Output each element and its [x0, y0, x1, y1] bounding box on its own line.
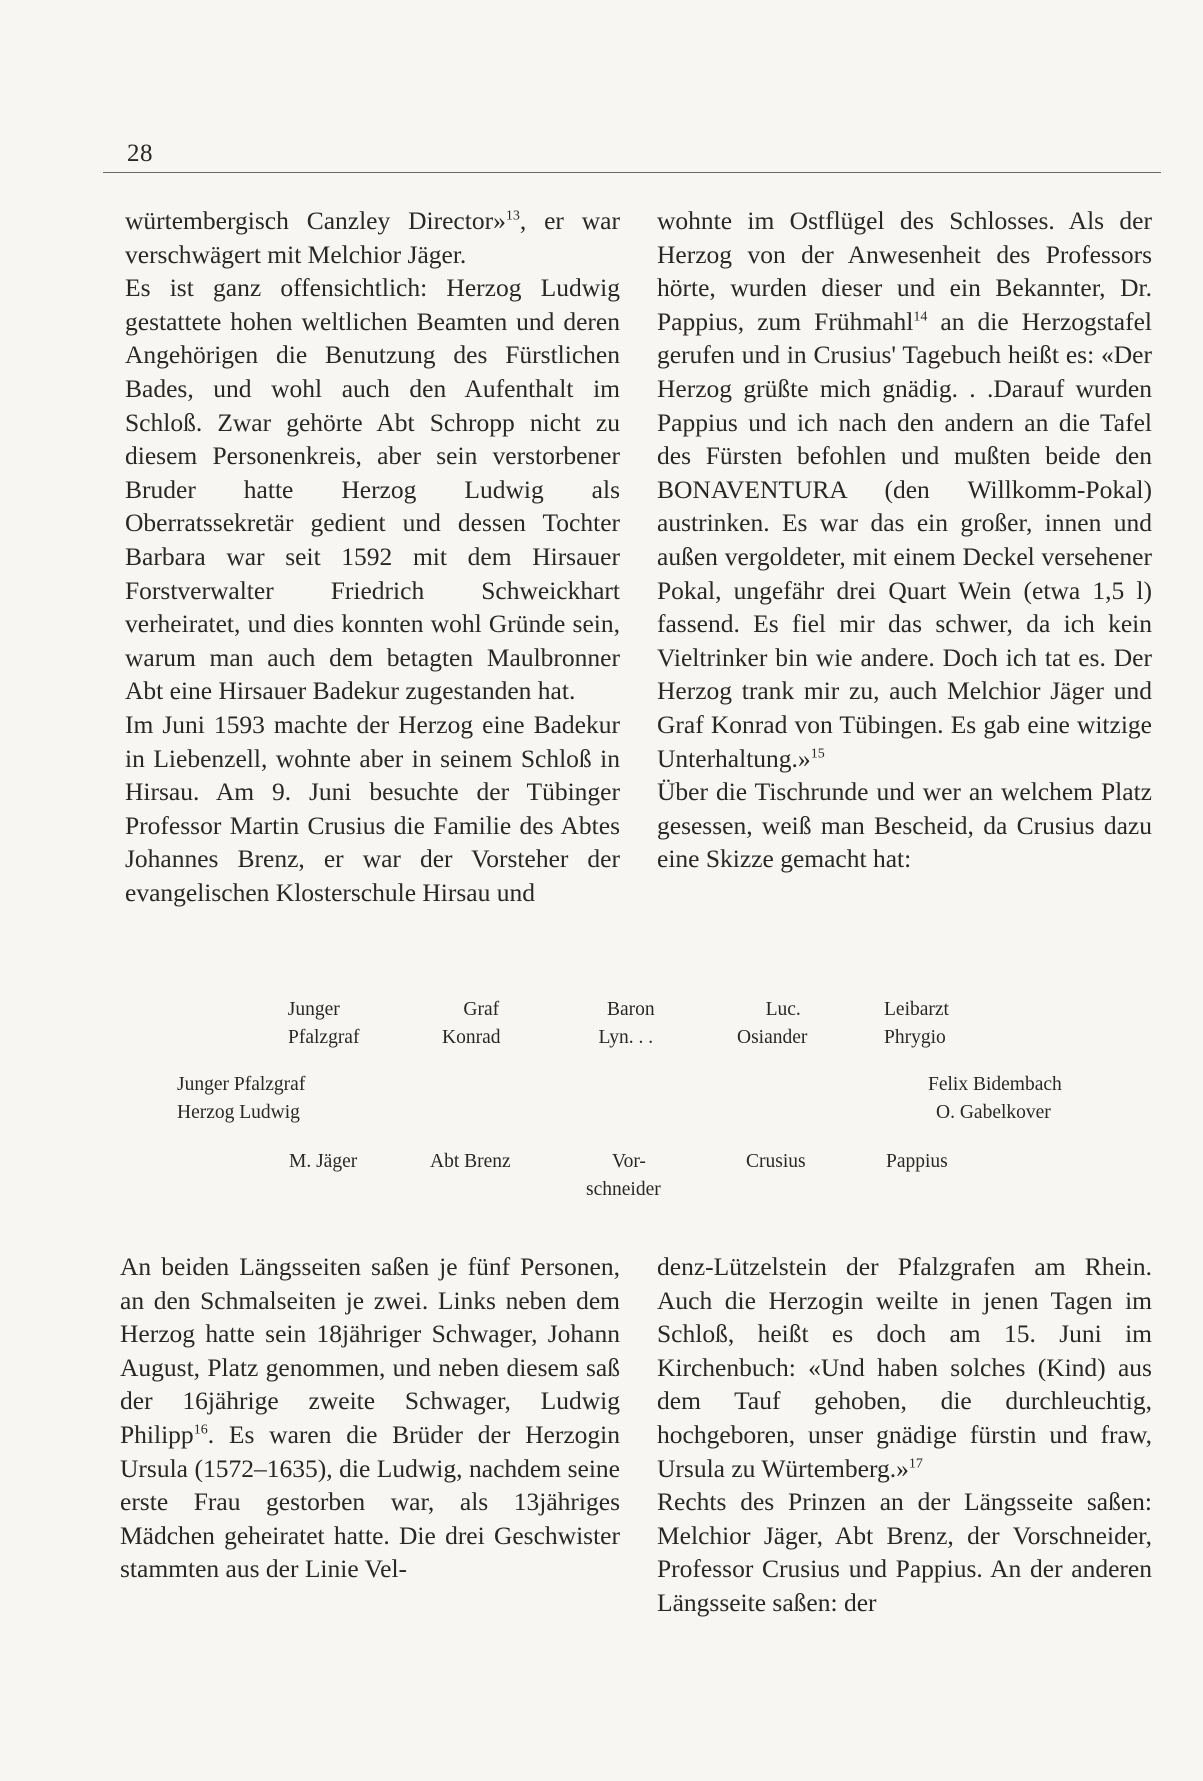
paragraph: Über die Tischrunde und wer an welchem Platz gesessen, weiß man Bescheid, da Crusius dazu eine Skizze gemacht hat:: [657, 777, 1152, 874]
text-column-top-right: [657, 204, 1152, 876]
seat-label: Konrad: [442, 1027, 501, 1048]
seat-bottom-1: [289, 1148, 357, 1176]
seat-label: Phrygio: [884, 1027, 946, 1048]
footnote-ref: 13: [505, 208, 520, 224]
paragraph: [657, 1250, 1152, 1485]
seat-label: Felix Bidembach: [928, 1074, 1062, 1095]
paragraph: [125, 204, 620, 271]
seat-label: M. Jäger: [289, 1151, 358, 1172]
text-run: denz-Lützelstein der Pfalzgrafen am Rhein. Auch die Herzogin weilte in jenen Tagen im Schloß, heißt es doch am 15. Juni im Kirchenbuch: «Und haben solches (Kind) aus dem Tauf gehoben, die durchleuchtig, hochgeboren, unser gnädige fürstin und fraw, Ursula zu Würtemberg.»: [657, 1252, 1152, 1483]
text-column-top-left: [125, 204, 620, 909]
page-number: 28: [127, 140, 153, 167]
text-column-bottom-left: [120, 1250, 620, 1586]
seat-bottom-4: [746, 1148, 806, 1176]
seat-top-3: [597, 996, 655, 1052]
text-run: . Es waren die Brüder der Herzogin Ursula (1572–1635), die Ludwig, nachdem seine erste Frau gestorben war, als 13jähriges Mädchen geheiratet hatte. Die drei Geschwister stammten aus der Linie Vel-: [120, 1419, 620, 1584]
paragraph: Im Juni 1593 machte der Herzog eine Badekur in Liebenzell, wohnte aber in seinem Schloß in Hirsau. Am 9. Juni besuchte der Tübinger Professor Martin Crusius die Familie des Abtes Johannes Brenz, er war der Vorsteher der evangelischen Klosterschule Hirsau und: [125, 709, 620, 907]
seat-label: Junger Pfalzgraf: [177, 1074, 306, 1095]
paragraph: Es ist ganz offensichtlich: Herzog Ludwig gestattete hohen weltlichen Beamten und deren Angehörigen die Benutzung des Fürstlichen Bades, und wohl auch den Aufenthalt im Schloß. Zwar gehörte Abt Schropp nicht zu diesem Personenkreis, aber sein verstorbener Bruder hatte Herzog Ludwig als Oberratssekretär gedient und dessen Tochter Barbara war seit 1592 mit dem Hirsauer Forstverwalter Friedrich Schweickhart verheiratet, und dies konnten wohl Gründe sein, warum man auch dem betagten Maulbronner Abt eine Hirsauer Badekur zugestanden hat.: [125, 273, 620, 706]
header-rule: [103, 172, 1161, 173]
seat-bottom-3: [586, 1148, 661, 1204]
footnote-ref: 17: [908, 1456, 923, 1472]
seat-label: Osiander: [737, 1027, 808, 1048]
paragraph: [657, 204, 1152, 775]
paragraph: Rechts des Prinzen an der Längsseite saßen: Melchior Jäger, Abt Brenz, der Vorschneider, Professor Crusius und Pappius. An der anderen Längsseite saßen: der: [657, 1487, 1152, 1617]
text-run: an die Herzogstafel gerufen und in Crusius' Tagebuch heißt es: «Der Herzog grüßte mich gnädig. . .Darauf wurden Pappius und ich nach den andern an die Tafel des Fürsten befohlen und mußten beide den BONAVENTURA (den Willkomm-Pokal) austrinken. Es war das ein großer, innen und außen vergoldeter, mit einem Deckel versehener Pokal, ungefähr drei Quart Wein (etwa 1,5 l) fassend. Es fiel mir das schwer, da ich kein Vieltrinker bin wie andere. Doch ich tat es. Der Herzog trank mir zu, auch Melchior Jäger und Graf Konrad von Tübingen. Es gab eine witzige Unterhaltung.»: [657, 306, 1152, 773]
seat-top-5: [884, 996, 949, 1052]
text-run: , er war verschwägert mit Melchior Jäger.: [125, 206, 620, 269]
seat-label: Abt Brenz: [430, 1151, 511, 1172]
seat-left-end: [177, 1071, 305, 1127]
text-run: wohnte im Ostflügel des Schlosses. Als der Herzog von der Anwesenheit des Professors hörte, wurden dieser und ein Bekannter, Dr. Pappius, zum Frühmahl: [657, 206, 1152, 336]
seat-label: Junger: [287, 999, 340, 1020]
seat-label: Leibarzt: [884, 999, 949, 1020]
seat-label: schneider: [586, 1179, 661, 1200]
footnote-ref: 15: [810, 746, 825, 761]
footnote-ref: 14: [913, 309, 928, 325]
footnote-ref: 16: [193, 1422, 208, 1438]
seat-label: Baron: [607, 999, 655, 1020]
seat-label: Luc.: [765, 999, 801, 1020]
seat-bottom-2: [430, 1148, 511, 1176]
seat-top-2: [442, 996, 500, 1052]
seat-label: Crusius: [746, 1151, 806, 1172]
seat-label: Graf: [463, 999, 500, 1020]
seat-label: Lyn. . .: [598, 1027, 654, 1048]
text-run: An beiden Längsseiten saßen je fünf Personen, an den Schmalseiten je zwei. Links neben dem Herzog hatte sein 18jähriger Schwager, Johann August, Platz genommen, und neben diesem saß der 16jährige zweite Schwager, Ludwig Philipp: [120, 1252, 620, 1449]
seat-label: Vor-: [612, 1151, 646, 1172]
seat-bottom-5: [886, 1148, 948, 1176]
paragraph: [120, 1250, 620, 1586]
text-run: würtembergisch Canzley Director»: [125, 206, 506, 235]
seat-label: Herzog Ludwig: [177, 1102, 300, 1123]
seat-right-end: [928, 1071, 1062, 1127]
seat-label: O. Gabelkover: [936, 1102, 1051, 1123]
text-column-bottom-right: [657, 1250, 1152, 1620]
seat-label: Pfalzgraf: [288, 1027, 360, 1048]
seat-top-1: [268, 996, 359, 1052]
seat-top-4: [737, 996, 807, 1052]
seat-label: Pappius: [886, 1151, 948, 1172]
